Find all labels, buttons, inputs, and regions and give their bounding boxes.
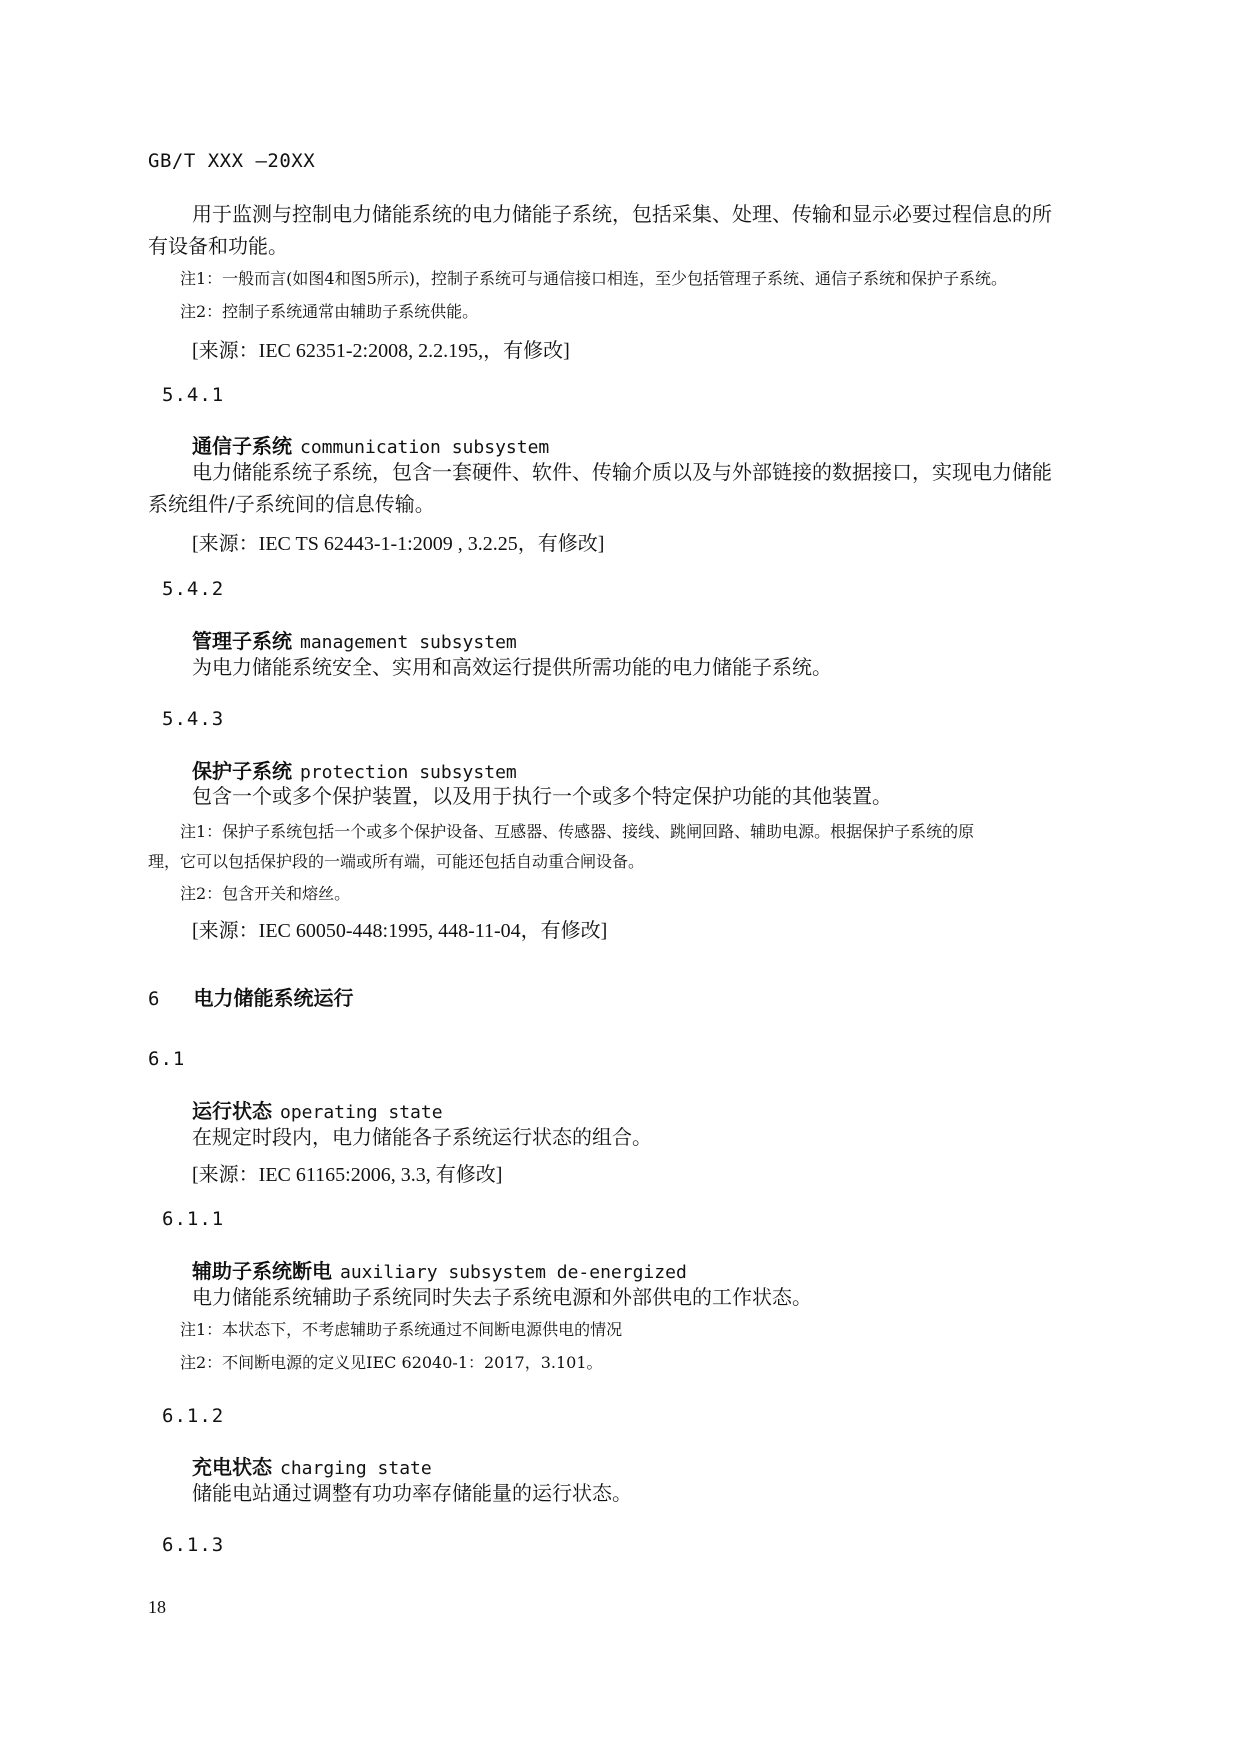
note-5-4-3-2: 注2：包含开关和熔丝。	[180, 884, 351, 903]
clause-number-5-4-3: 5.4.3	[162, 708, 225, 730]
definition-5-4-1-line-1: 电力储能系统子系统，包含一套硬件、软件、传输介质以及与外部链接的数据接口，实现电力储能	[192, 460, 1052, 484]
term-zh: 辅助子系统断电	[192, 1259, 332, 1283]
clause-number-5-4-1: 5.4.1	[162, 384, 225, 406]
definition-6-1-2-line-1: 储能电站通过调整有功功率存储能量的运行状态。	[192, 1481, 632, 1505]
intro-text-line-2: 有设备和功能。	[148, 234, 288, 258]
term-zh: 管理子系统	[192, 629, 292, 653]
chapter-number: 6	[148, 988, 160, 1010]
intro-text-line-1: 用于监测与控制电力储能系统的电力储能子系统，包括采集、处理、传输和显示必要过程信息的所	[192, 202, 1052, 226]
note-6-1-1-1: 注1：本状态下，不考虑辅助子系统通过不间断电源供电的情况	[180, 1320, 623, 1339]
clause-number-6-1-2: 6.1.2	[162, 1405, 225, 1427]
term-heading-5-4-2	[192, 625, 517, 654]
term-en: charging state	[280, 1458, 432, 1479]
page-number: 18	[148, 1597, 166, 1617]
term-en: communication subsystem	[300, 437, 550, 458]
source-6-1: [来源：IEC 61165:2006, 3.3, 有修改]	[192, 1164, 503, 1186]
source-5-4-3: [来源：IEC 60050-448:1995, 448-11-04，有修改]	[192, 920, 608, 942]
definition-5-4-3-line-1: 包含一个或多个保护装置，以及用于执行一个或多个特定保护功能的其他装置。	[192, 784, 892, 808]
term-zh: 保护子系统	[192, 759, 292, 783]
chapter-heading-6	[148, 982, 353, 1011]
note-5-4-3-1a: 注1：保护子系统包括一个或多个保护设备、互感器、传感器、接线、跳闸回路、辅助电源。根据保护子系统的原	[180, 822, 975, 841]
intro-note-2: 注2：控制子系统通常由辅助子系统供能。	[180, 302, 479, 321]
term-zh: 通信子系统	[192, 434, 292, 458]
term-heading-5-4-3	[192, 755, 517, 784]
clause-number-6-1: 6.1	[148, 1048, 186, 1070]
clause-number-5-4-2: 5.4.2	[162, 578, 225, 600]
definition-6-1-1-line-1: 电力储能系统辅助子系统同时失去子系统电源和外部供电的工作状态。	[192, 1285, 812, 1309]
chapter-title: 电力储能系统运行	[193, 986, 354, 1010]
note-5-4-3-1b: 理，它可以包括保护段的一端或所有端，可能还包括自动重合闸设备。	[148, 852, 645, 871]
term-zh: 运行状态	[192, 1099, 272, 1123]
clause-number-6-1-1: 6.1.1	[162, 1208, 225, 1230]
definition-5-4-2-line-1: 为电力储能系统安全、实用和高效运行提供所需功能的电力储能子系统。	[192, 655, 832, 679]
term-heading-6-1	[192, 1095, 443, 1124]
intro-source: [来源：IEC 62351-2:2008, 2.2.195,，有修改]	[192, 340, 570, 362]
source-5-4-1: [来源：IEC TS 62443-1-1:2009 , 3.2.25，有修改]	[192, 533, 605, 555]
term-en: management subsystem	[300, 632, 517, 653]
term-en: protection subsystem	[300, 762, 517, 783]
note-6-1-1-2: 注2：不间断电源的定义见IEC 62040-1：2017，3.101。	[180, 1353, 603, 1372]
definition-5-4-1-line-2: 系统组件/子系统间的信息传输。	[148, 492, 435, 516]
definition-6-1-line-1: 在规定时段内，电力储能各子系统运行状态的组合。	[192, 1125, 652, 1149]
term-heading-5-4-1	[192, 430, 549, 459]
intro-note-1: 注1：一般而言(如图4和图5所示)，控制子系统可与通信接口相连，至少包括管理子系统、通信子系统和保护子系统。	[180, 269, 1008, 288]
term-en: operating state	[280, 1102, 443, 1123]
document-id-header: GB/T XXX —20XX	[148, 150, 316, 172]
clause-number-6-1-3: 6.1.3	[162, 1534, 225, 1556]
term-heading-6-1-1	[192, 1255, 687, 1284]
term-en: auxiliary subsystem de-energized	[340, 1262, 687, 1283]
term-heading-6-1-2	[192, 1451, 432, 1480]
term-zh: 充电状态	[192, 1455, 272, 1479]
